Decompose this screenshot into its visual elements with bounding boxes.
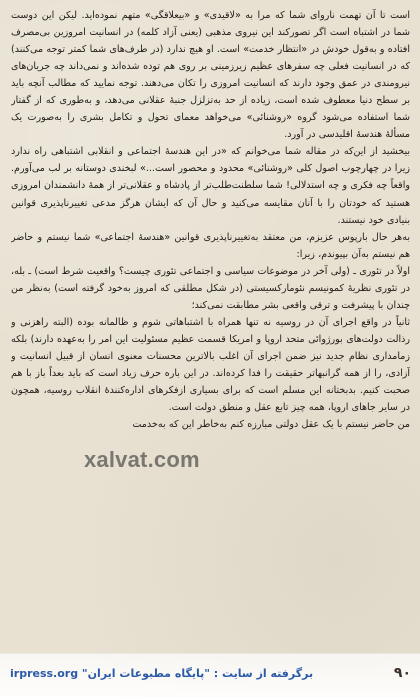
article-body bbox=[11, 7, 410, 640]
paragraph-4: اولاً در تئوری ـ (ولی آخر در موضوعات سیاسی و اجتماعی تئوری چیست؟ واقعیت شرط است) ـ بله، در تئوری نظریهٔ کمونیسم نئومارکسیستی (در شکل مطلقی که امروز به‌خود گرفته است) به‌نظر من چندان با پیشرفت و ترقی واقعی بشر مطابقت نمی‌کند؛ bbox=[11, 265, 410, 311]
footer-bar bbox=[0, 653, 420, 697]
paragraph-3: به‌هر حال بارپوس عزیزم، من معتقد به‌تغییرناپذیری قوانین «هندسهٔ اجتماعی» شما نیستم و حاضر هم نیستم به‌آن بپیوندم، زیرا: bbox=[11, 231, 410, 260]
page-number: ۹۰ bbox=[393, 665, 411, 681]
paragraph-2: بیخشید از این‌که در مقاله شما می‌خوانم که «در این هندسهٔ اجتماعی و انقلابی اشتباهی راه ندارد زیرا در چهارچوب اصول کلی «روشنائی» محدود و محصور است...» لبخندی دوستانه بر لب می‌آورم. واقعاً چه فکری و چه استدلالی! شما سلطنت‌طلب‌تر از پادشاه و عقلانی‌تر از همهٔ دانشمندان امروزی هستید که خودتان را با آنان مقایسه می‌کنید و حال آن که ایشان هرگز مدعی تغییرناپذیری قوانین بنیادی خود نیستند. bbox=[11, 146, 410, 226]
source-credit: برگرفته از سایت : "پایگاه مطبوعات ایران" irpress.org bbox=[10, 667, 314, 680]
paragraph-1: است تا آن تهمت ناروای شما که مرا به «لاقیدی» و «بیعلاقگی» متهم نموده‌اید. لیکن این دوست شما در اشتباه است اگر تصورکند این نیروی مذهبی (یعنی آزاد کلمه) در انسانیت امروزین بی‌مصرف افتاده و به‌قول خودش در «انتظار خدمت» است. او هیچ ندارد (در طرف‌های شما کمتر توجه می‌کنند) که در انسانیت فعلی چه سفرهای عظیم زیرزمینی بر روی هم توده شده‌اند و نمی‌داند چه جریان‌های نیرومندی در عمق وجود دارند که انسانیت امروزی را تکان می‌دهند. توجه نمایید که مطالب آنچه باید بر سطح دنیا معطوف شده است، زیاده از حد به‌تزلزل جنبهٔ عقلانی می‌دهد، و به‌طوری که از گفتار شما استفاده می‌شود گروه «روشنائی» می‌خواهد معمای تحول و تکامل بشری را به‌صورت یک مسألهٔ هندسهٔ اقلیدسی در آورد. bbox=[11, 10, 410, 141]
paragraph-5: ثانیاً در واقع اجرای آن در روسیه نه تنها همراه با اشتباهاتی شوم و ظالمانه بوده (البته راهزنی و رذالت دولت‌های بورژوائی متحد اروپا و امریکا قسمت عظیم مسئولیت این امر را به‌عهده دارند) بلکه زمامداری نظام جدید نیز ضمن اجرای آن اغلب بالاترین محسنات معنوی انسان از قبیل انسانیت و آزادی، را از همه گرانبهاتر حقیقت را فدا کرده‌اند. در این باره حرف زیاد است که باید بعداً باز با هم صحبت کنیم. بدبختانه این مسلم است که برای بسیاری ازفکرهای اداره‌کنندهٔ انقلاب روسیه، همچون در سایر جاهای اروپا، همه چیز تابع عقل و منطق دولت است. bbox=[11, 316, 410, 414]
center-watermark: xalvat.com bbox=[84, 447, 200, 472]
paragraph-6: من حاضر نیستم با یک عقل دولتی مبارزه کنم به‌خاطر این که به‌خدمت bbox=[132, 419, 410, 431]
